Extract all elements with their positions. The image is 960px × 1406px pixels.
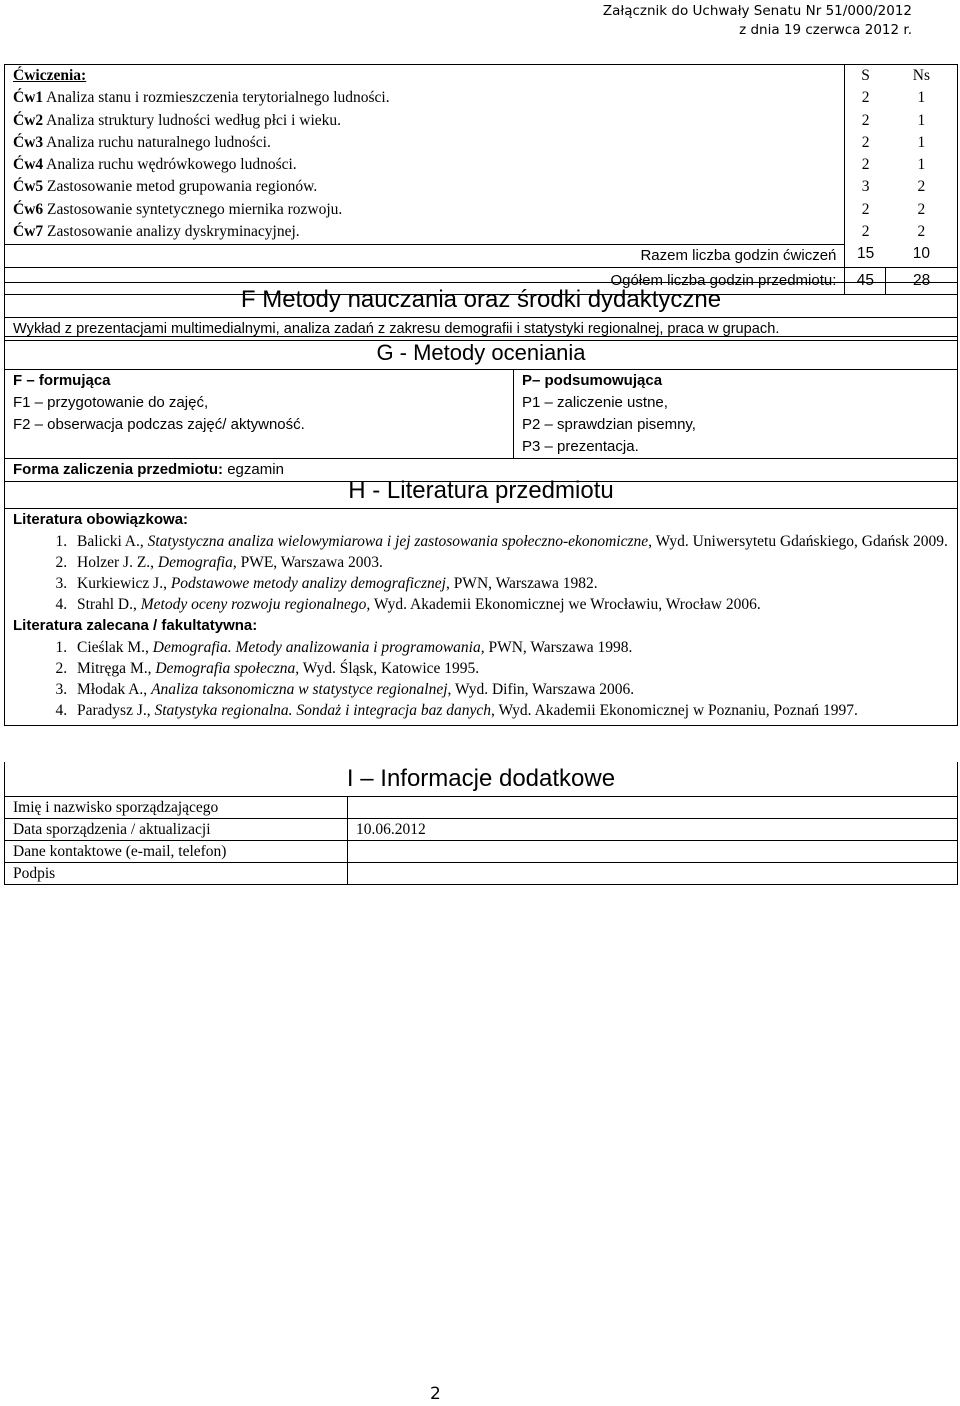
literature-item: 4. Paradysz J., Statystyka regionalna. Sondaż i integracja baz danych, Wyd. Akademii Ekonomicznej w Poznaniu, Poznań 1997. <box>71 700 949 721</box>
exercise-row: Ćw7 Zastosowanie analizy dyskryminacyjnej. <box>13 223 300 241</box>
contact-label: Dane kontaktowe (e-mail, telefon) <box>5 841 348 863</box>
section-i-table <box>4 762 958 885</box>
summative-item: P2 – sprawdzian pisemny, <box>522 416 696 433</box>
optional-literature-heading: Literatura zalecana / fakultatywna: <box>13 617 258 634</box>
formative-item: F1 – przygotowanie do zajęć, <box>13 394 209 411</box>
date-value: 10.06.2012 <box>348 819 958 841</box>
exercises-table <box>4 64 958 295</box>
page-number: 2 <box>430 1384 441 1404</box>
total-exercises-label: Razem liczba godzin ćwiczeń <box>5 245 845 268</box>
literature-item: 2. Holzer J. Z., Demografia, PWE, Warszawa 2003. <box>71 552 949 573</box>
literature-item: 4. Strahl D., Metody oceny rozwoju regionalnego, Wyd. Akademii Ekonomicznej we Wrocławiu, Wrocław 2006. <box>71 594 949 615</box>
literature-item: 1. Balicki A., Statystyczna analiza wielowymiarowa i jej zastosowania społeczno-ekonomiczne, Wyd. Uniwersytetu Gdańskiego, Gdańsk 2009. <box>71 531 949 552</box>
header-line-1: Załącznik do Uchwały Senatu Nr 51/000/2012 <box>602 3 912 19</box>
exercises-list <box>5 65 845 245</box>
literature-list <box>5 509 958 726</box>
exercises-heading: Ćwiczenia: <box>13 67 87 84</box>
exercise-row: Ćw4 Analiza ruchu wędrówkowego ludności. <box>13 156 297 174</box>
author-label: Imię i nazwisko sporządzającego <box>5 797 348 819</box>
exercise-row: Ćw1 Analiza stanu i rozmieszczenia terytorialnego ludności. <box>13 89 390 107</box>
summative-heading: P– podsumowująca <box>522 372 663 389</box>
section-i-title: I – Informacje dodatkowe <box>5 762 958 797</box>
section-h-title: H - Literatura przedmiotu <box>5 474 958 509</box>
literature-item: 1. Cieślak M., Demografia. Metody analizowania i programowania, PWN, Warszawa 1998. <box>71 637 949 658</box>
section-g-title: G - Metody oceniania <box>5 337 958 370</box>
section-f-text: Wykład z prezentacjami multimedialnymi, analiza zadań z zakresu demografii i statystyki regionalnej, praca w grupach. <box>5 318 958 341</box>
literature-item: 3. Młodak A., Analiza taksonomiczna w statystyce regionalnej, Wyd. Difin, Warszawa 2006. <box>71 679 949 700</box>
optional-literature <box>13 637 957 721</box>
contact-value <box>348 841 958 863</box>
overall-hours-label: Ogółem liczba godzin przedmiotu: <box>5 268 845 295</box>
date-label: Data sporządzenia / aktualizacji <box>5 819 348 841</box>
overall-hours-ns: 28 <box>886 268 958 295</box>
section-f-table <box>4 282 958 341</box>
exam-form-value: egzamin <box>223 461 284 478</box>
exercise-row: Ćw5 Zastosowanie metod grupowania regionów. <box>13 178 318 196</box>
literature-item: 3. Kurkiewicz J., Podstawowe metody analizy demograficznej, PWN, Warszawa 1982. <box>71 573 949 594</box>
exercise-row: Ćw3 Analiza ruchu naturalnego ludności. <box>13 133 271 151</box>
overall-hours-s: 45 <box>845 268 886 295</box>
signature-value <box>348 863 958 885</box>
summative-assessment <box>514 370 958 459</box>
author-value <box>348 797 958 819</box>
formative-item: F2 – obserwacja podczas zajęć/ aktywność. <box>13 416 305 433</box>
formative-heading: F – formująca <box>13 372 111 389</box>
document-header <box>603 2 912 40</box>
exercise-row: Ćw2 Analiza struktury ludności według płci i wieku. <box>13 111 342 129</box>
exercise-row: Ćw6 Zastosowanie syntetycznego miernika rozwoju. <box>13 200 343 218</box>
required-literature-heading: Literatura obowiązkowa: <box>13 511 189 528</box>
exam-form-label: Forma zaliczenia przedmiotu: <box>13 461 224 478</box>
hours-ns-column: Ns 1 1 1 1 2 2 2 10 <box>886 65 958 268</box>
required-literature <box>13 531 957 615</box>
header-line-2: z dnia 19 czerwca 2012 r. <box>739 22 912 38</box>
formative-assessment <box>5 370 514 459</box>
section-f-title: F Metody nauczania oraz środki dydaktyczne <box>5 283 958 318</box>
section-h-table <box>4 474 958 726</box>
summative-item: P1 – zaliczenie ustne, <box>522 394 668 411</box>
literature-item: 2. Mitręga M., Demografia społeczna, Wyd. Śląsk, Katowice 1995. <box>71 658 949 679</box>
hours-s-column: S 2 2 2 2 3 2 2 15 <box>845 65 886 268</box>
section-g-table <box>4 336 958 482</box>
summative-item: P3 – prezentacja. <box>522 438 639 455</box>
signature-label: Podpis <box>5 863 348 885</box>
